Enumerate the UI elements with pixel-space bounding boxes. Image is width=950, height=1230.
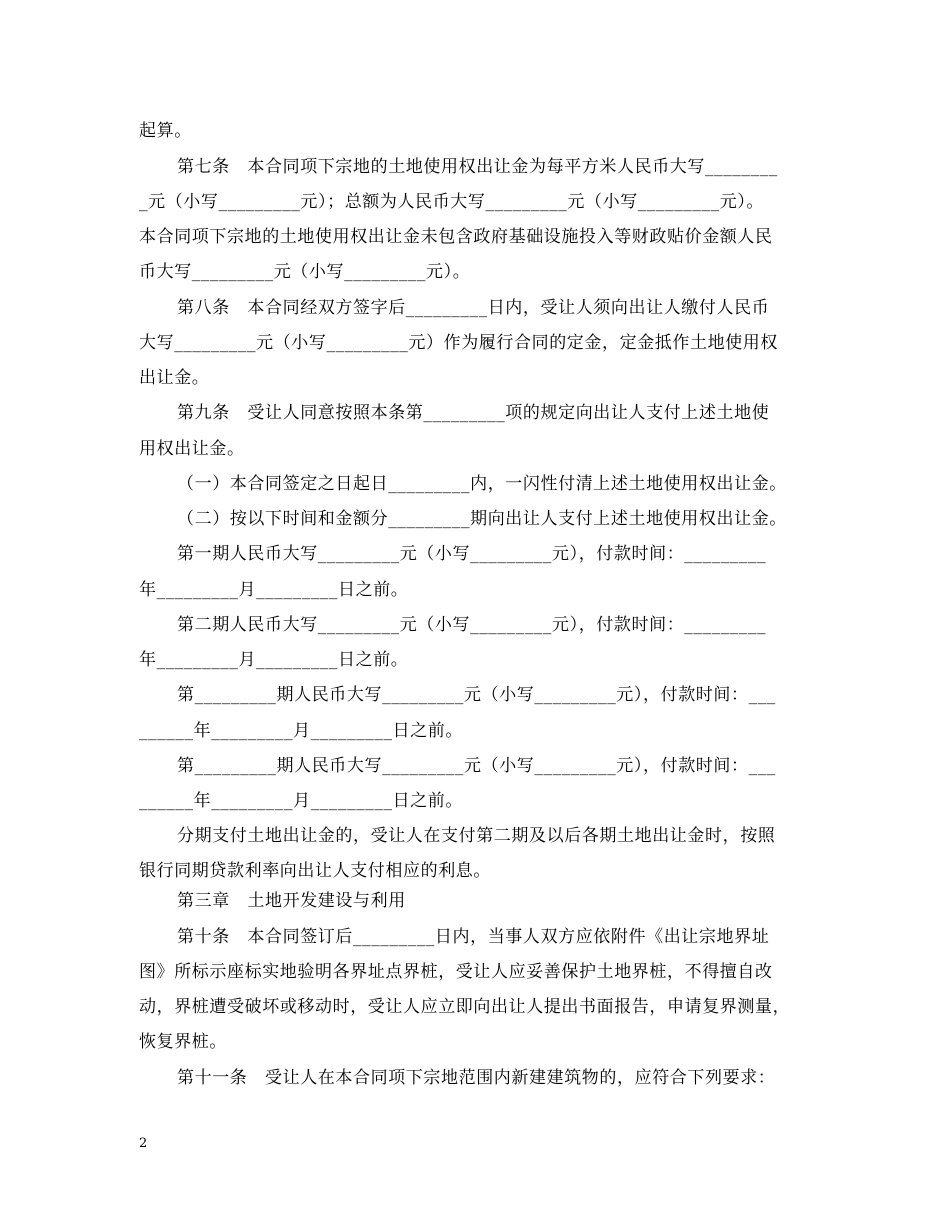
text-line: 第_________期人民币大写_________元（小写_________元），付款时间：___ [177, 756, 776, 776]
text-line: 年_________月_________日之前。 [139, 650, 409, 670]
text-line: 起算。 [139, 121, 192, 141]
text-line: 第十条 本合同签订后_________日内，当事人双方应依附件《出让宗地界址 [177, 927, 770, 947]
text-line: 年_________月_________日之前。 [139, 580, 409, 600]
text-line: ______年_________月_________日之前。 [139, 791, 463, 811]
text-line: 用权出让金。 [139, 439, 245, 459]
text-line: 出让金。 [139, 368, 210, 388]
text-line: 大写_________元（小写_________元）作为履行合同的定金，定金抵作土地使用权 [139, 333, 778, 353]
text-line: ______年_________月_________日之前。 [139, 721, 463, 741]
text-line: 第一期人民币大写_________元（小写_________元），付款时间：_________ [177, 544, 767, 564]
text-line: 本合同项下宗地的土地使用权出让金未包含政府基础设施投入等财政贴价金额人民 [139, 227, 773, 247]
text-line: 第八条 本合同经双方签字后_________日内，受让人须向出让人缴付人民币 [177, 298, 770, 318]
text-line: 币大写_________元（小写_________元）。 [139, 262, 471, 282]
text-line: 恢复界桩。 [139, 1032, 227, 1052]
text-line: 第_________期人民币大写_________元（小写_________元），付款时间：___ [177, 685, 776, 705]
page-number: 2 [139, 1136, 148, 1151]
text-line: （二）按以下时间和金额分_________期向出让人支付上述土地使用权出让金。 [177, 509, 787, 529]
text-line: 银行同期贷款利率向出让人支付相应的利息。 [139, 861, 491, 881]
text-line: 第七条 本合同项下宗地的土地使用权出让金为每平方米人民币大写________ [177, 157, 778, 177]
text-line: 第十一条 受让人在本合同项下宗地范围内新建建筑物的，应符合下列要求： [177, 1068, 776, 1088]
text-line: 第九条 受让人同意按照本条第_________项的规定向出让人支付上述土地使 [177, 403, 770, 423]
text-line: 动，界桩遭受破坏或移动时，受让人应立即向出让人提出书面报告，申请复界测量， [139, 997, 791, 1017]
text-line: 图》所标示座标实地验明各界址点界桩，受让人应妥善保护土地界桩，不得擅自改 [139, 962, 773, 982]
text-line: 第二期人民币大写_________元（小写_________元），付款时间：_________ [177, 615, 767, 635]
text-line: 分期支付土地出让金的，受让人在支付第二期及以后各期土地出让金时，按照 [177, 826, 776, 846]
text-line: （一）本合同签定之日起日_________内，一闪性付清上述土地使用权出让金。 [177, 474, 787, 494]
chapter-heading: 第三章 土地开发建设与利用 [177, 891, 406, 911]
text-line: _元（小写_________元）；总额为人民币大写_________元（小写_________元）。 [139, 192, 764, 212]
